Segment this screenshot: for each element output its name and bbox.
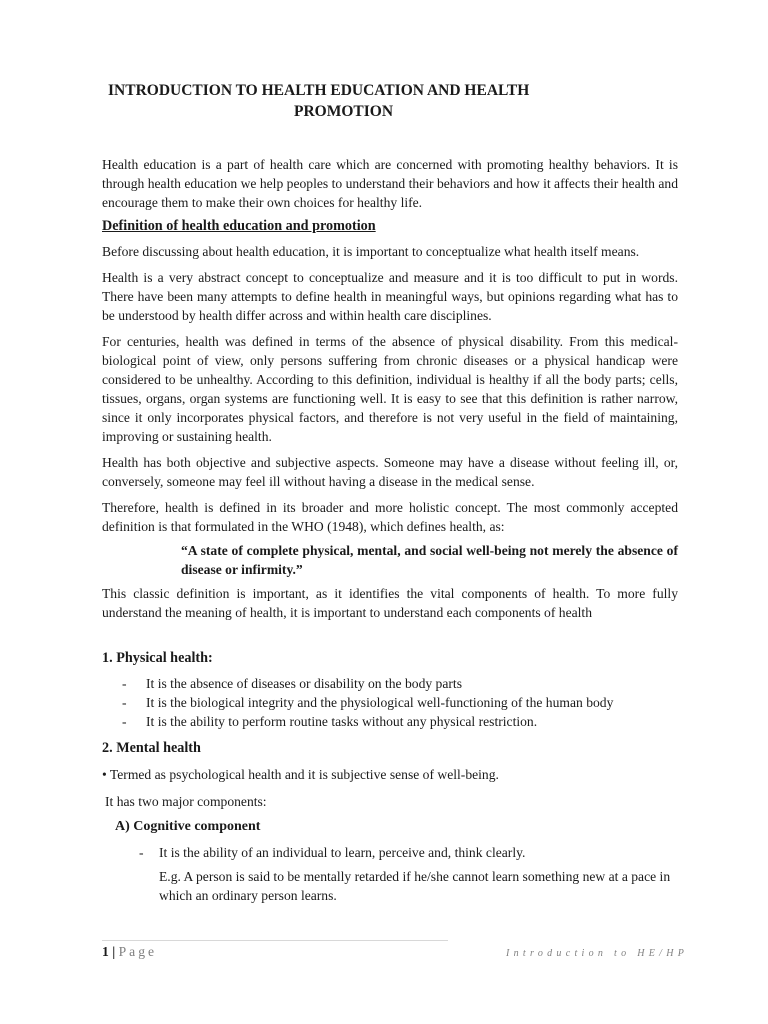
running-title: Introduction to HE/HP	[506, 948, 689, 959]
cognitive-list	[102, 843, 678, 862]
page-number-footer	[102, 944, 157, 960]
cognitive-component-heading: A) Cognitive component	[115, 819, 261, 834]
document-title	[108, 80, 688, 122]
title-line-1: INTRODUCTION TO HEALTH EDUCATION AND HEALTH	[108, 82, 530, 99]
paragraph-classic-definition: This classic definition is important, as it identifies the vital components of health. To more fully understand the meaning of health, it is important to understand each components of health	[102, 586, 678, 620]
list-item-text: It is the ability of an individual to learn, perceive and, think clearly.	[159, 845, 526, 860]
paragraph-health-meaning: Before discussing about health education, it is important to conceptualize what health itself means.	[102, 244, 640, 259]
intro-paragraph: Health education is a part of health care which are concerned with promoting healthy behaviors. It is through health education we help peoples to understand their behaviors and how it affects their health and encourage them to make their own choices for healthy life.	[102, 157, 678, 210]
dash-marker: -	[122, 676, 127, 691]
list-item	[102, 674, 678, 693]
paragraph-physical-disability: For centuries, health was defined in terms of the absence of physical disability. From this medical-biological point of view, only persons suffering from chronic diseases or a physical handicap were considered to be unhealthy. According to this definition, individual is healthy if all the body parts; cells, tissues, organs, organ systems are functioning well. It is easy to see that this definition is rather narrow, since it only incorporates physical factors, and therefore is not very useful in the field of maintaining, improving or sustaining health.	[102, 334, 678, 444]
list-item	[102, 693, 678, 712]
list-item-text: It is the ability to perform routine tasks without any physical restriction.	[146, 714, 538, 729]
footer-separator: |	[112, 944, 116, 959]
title-line-2: PROMOTION	[294, 103, 394, 120]
dash-marker: -	[139, 845, 144, 860]
dash-marker: -	[122, 714, 127, 729]
example-paragraph: E.g. A person is said to be mentally retarded if he/she cannot learn something new at a pace in which an ordinary person learns.	[159, 869, 671, 903]
paragraph-who-definition: Therefore, health is defined in its broader and more holistic concept. The most commonly accepted definition is that formulated in the WHO (1948), which defines health, as:	[102, 500, 678, 534]
components-intro: It has two major components:	[105, 794, 267, 809]
list-item	[102, 843, 678, 862]
dash-marker: -	[122, 695, 127, 710]
definition-heading: Definition of health education and promotion	[102, 218, 376, 234]
paragraph-abstract-concept: Health is a very abstract concept to conceptualize and measure and it is too difficult to put in words. There have been many attempts to define health in meaningful ways, but opinions regarding what has to be understood by health differ across and within health care disciplines.	[102, 270, 678, 323]
page-label: Page	[118, 944, 158, 959]
list-item-text: It is the absence of diseases or disability on the body parts	[146, 676, 462, 691]
footer-divider	[102, 940, 448, 941]
paragraph-objective-subjective: Health has both objective and subjective aspects. Someone may have a disease without feeling ill, or, conversely, someone may feel ill without having a disease in the medical sense.	[102, 455, 678, 489]
mental-health-bullet: • Termed as psychological health and it is subjective sense of well-being.	[102, 767, 499, 782]
who-quote: “A state of complete physical, mental, and social well-being not merely the absence of disease or infirmity.”	[181, 543, 678, 577]
physical-health-list	[102, 674, 678, 731]
mental-health-heading: 2. Mental health	[102, 740, 201, 756]
physical-health-heading: 1. Physical health:	[102, 650, 213, 666]
document-body	[102, 155, 678, 905]
page-number: 1	[102, 944, 109, 959]
list-item-text: It is the biological integrity and the physiological well-functioning of the human body	[146, 695, 614, 710]
list-item	[102, 712, 678, 731]
